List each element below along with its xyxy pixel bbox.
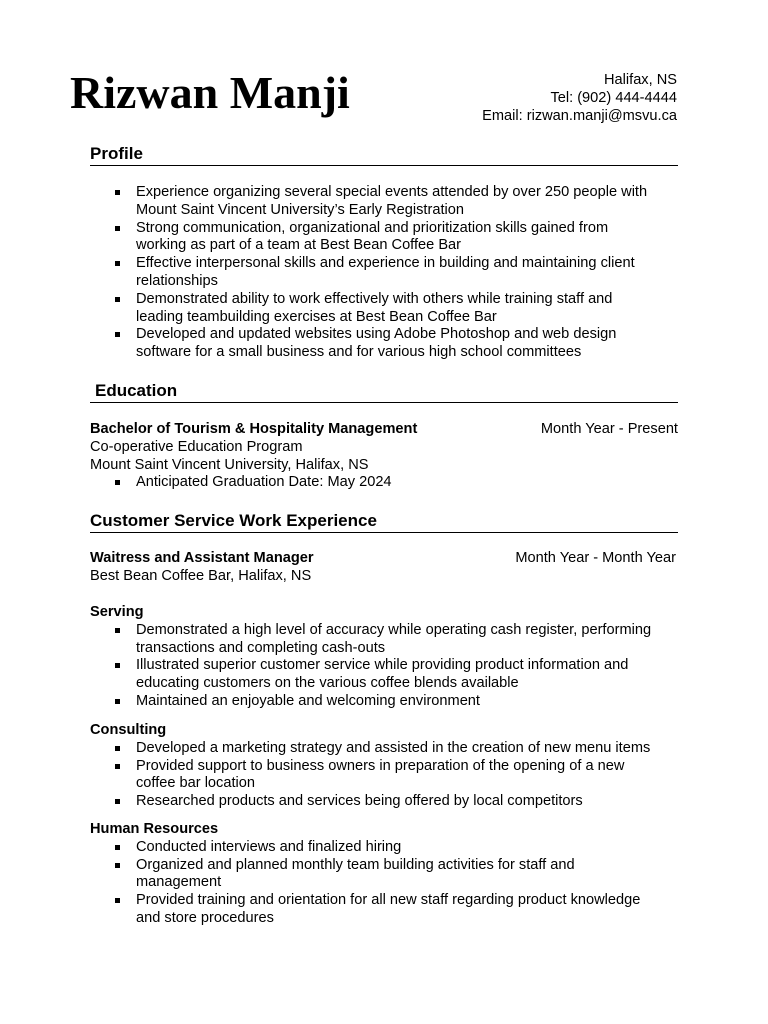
list-item: Developed and updated websites using Adobe Photoshop and web design software for a small business and for various high school committees [90, 326, 678, 362]
job-employer: Best Bean Coffee Bar, Halifax, NS [90, 567, 312, 584]
experience-group-consulting [90, 722, 678, 811]
list-item: Effective interpersonal skills and experience in building and maintaining client relationships [90, 255, 678, 291]
list-item: Developed a marketing strategy and assisted in the creation of new menu items [90, 740, 678, 758]
list-item: Provided support to business owners in preparation of the opening of a new coffee bar location [90, 758, 678, 794]
list-item: Experience organizing several special events attended by over 250 people with Mount Saint Vincent University’s Early Registration [90, 184, 678, 220]
contact-phone: Tel: (902) 444-4444 [550, 90, 677, 106]
list-item: Provided training and orientation for all new staff regarding product knowledge and store procedures [90, 892, 678, 928]
profile-list [90, 184, 678, 362]
list-item: Researched products and services being offered by local competitors [90, 793, 678, 811]
job-header-row [90, 550, 676, 568]
education-section [90, 421, 678, 492]
education-list [90, 474, 678, 492]
list-item: Demonstrated ability to work effectively with others while training staff and leading teambuilding exercises at Best Bean Coffee Bar [90, 291, 678, 327]
education-school: Mount Saint Vincent University, Halifax, NS [90, 456, 369, 473]
list-item: Anticipated Graduation Date: May 2024 [90, 474, 678, 492]
group-heading: Human Resources [90, 821, 219, 837]
job-title: Waitress and Assistant Manager [90, 550, 314, 566]
experience-group-serving [90, 604, 678, 711]
list-item: Illustrated superior customer service while providing product information and educating customers on the various coffee blends available [90, 657, 678, 693]
education-header-row [90, 421, 678, 439]
list-item: Strong communication, organizational and prioritization skills gained from working as part of a team at Best Bean Coffee Bar [90, 220, 678, 256]
contact-email: Email: rizwan.manji@msvu.ca [482, 108, 677, 124]
consulting-list [90, 740, 678, 811]
education-program: Co-operative Education Program [90, 438, 303, 455]
section-title-experience: Customer Service Work Experience [90, 511, 678, 533]
degree-name: Bachelor of Tourism & Hospitality Management [90, 421, 418, 437]
applicant-name: Rizwan Manji [70, 67, 350, 118]
profile-section [90, 184, 678, 362]
experience-group-human-resources [90, 821, 678, 928]
contact-location: Halifax, NS [604, 72, 677, 88]
list-item: Demonstrated a high level of accuracy while operating cash register, performing transactions and completing cash-outs [90, 622, 678, 658]
job-dates: Month Year - Month Year [515, 550, 676, 566]
list-item: Organized and planned monthly team building activities for staff and management [90, 857, 678, 893]
contact-block [482, 71, 677, 125]
group-heading: Serving [90, 604, 144, 620]
group-heading: Consulting [90, 722, 167, 738]
section-title-education: Education [90, 381, 678, 403]
human-resources-list [90, 839, 678, 928]
experience-section [90, 550, 676, 586]
list-item: Maintained an enjoyable and welcoming environment [90, 693, 678, 711]
section-title-profile: Profile [90, 144, 678, 166]
education-dates: Month Year - Present [540, 421, 678, 437]
list-item: Conducted interviews and finalized hiring [90, 839, 678, 857]
serving-list [90, 622, 678, 711]
